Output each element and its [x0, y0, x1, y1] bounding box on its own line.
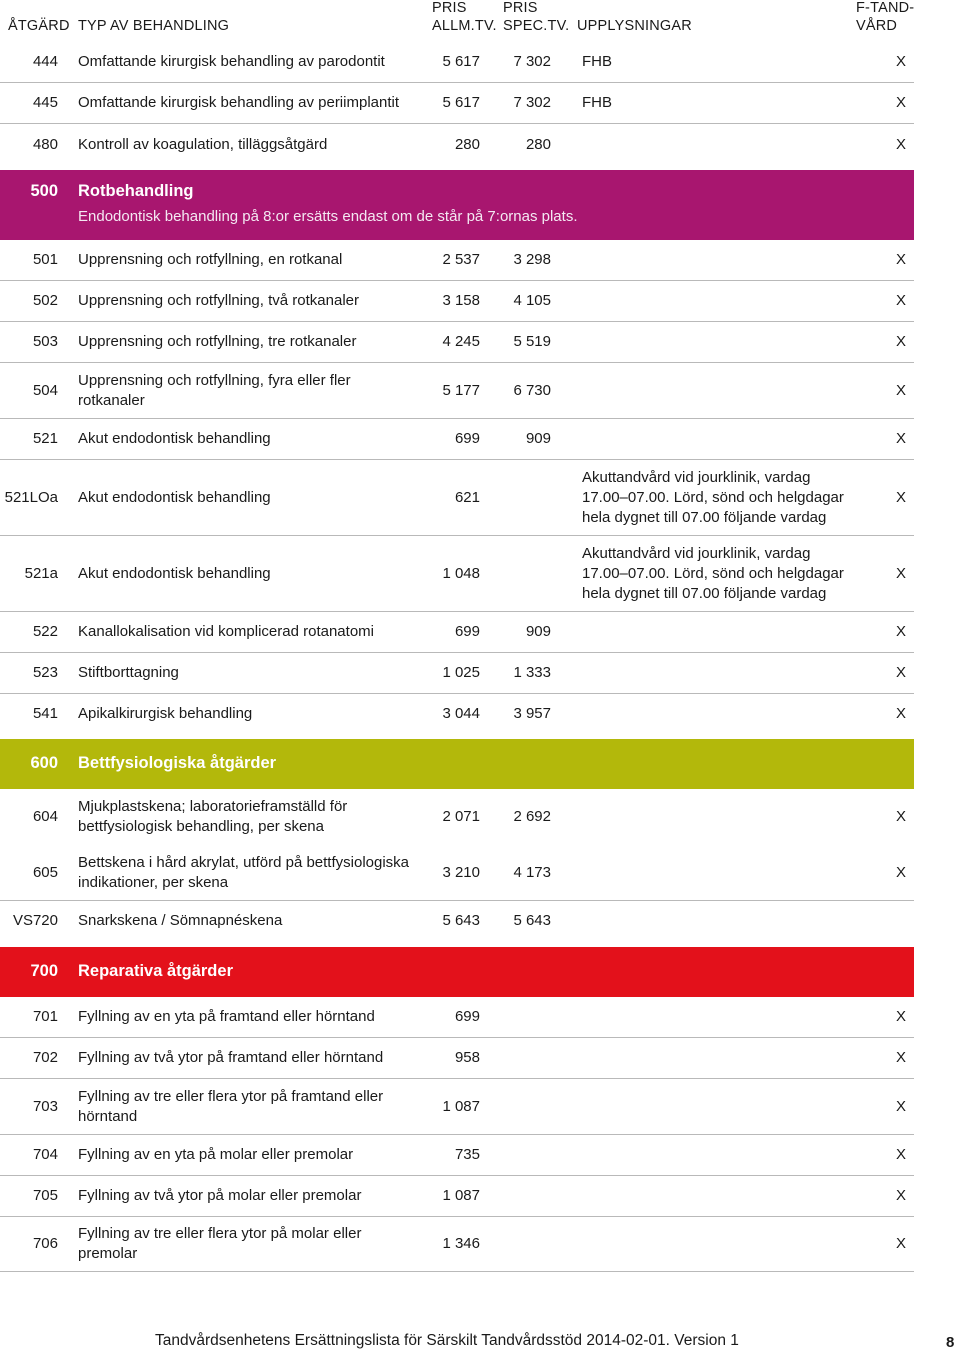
- row-price-allm: 699: [454, 430, 480, 447]
- row-price-allm: 5 643: [442, 912, 480, 929]
- table-row: [0, 1135, 914, 1176]
- table-row: [0, 901, 914, 941]
- row-info: [582, 694, 857, 734]
- section-header-rotbehandling: [0, 170, 914, 240]
- row-ftandvard: X: [895, 430, 906, 447]
- row-code: 701: [32, 1008, 58, 1025]
- row-price-allm: 699: [454, 623, 480, 640]
- table-row: [0, 1079, 914, 1135]
- row-description: Stiftborttagning: [78, 664, 179, 681]
- row-description: Fyllning av en yta på framtand eller hörntand: [78, 1008, 375, 1025]
- table-row: [0, 281, 914, 322]
- table-row: [0, 612, 914, 653]
- section-code: 600: [30, 754, 58, 772]
- row-ftandvard: X: [895, 292, 906, 309]
- row-price-spec: [492, 997, 551, 1037]
- row-info: [582, 1217, 857, 1271]
- row-code: 504: [32, 381, 58, 399]
- page-footer: Tandvårdsenhetens Ersättningslista för Särskilt Tandvårdsstöd 2014-02-01. Version 1: [155, 1332, 739, 1349]
- row-price-spec: [492, 1217, 551, 1271]
- table-row: [0, 536, 914, 612]
- row-price-allm: 5 617: [442, 53, 480, 70]
- row-description: Fyllning av två ytor på framtand eller hörntand: [78, 1049, 384, 1066]
- row-price-allm: 3 158: [442, 292, 480, 309]
- row-code: 541: [32, 705, 58, 722]
- row-code: 502: [32, 292, 58, 309]
- row-code: VS720: [12, 912, 58, 929]
- table-row: [0, 694, 914, 734]
- row-info: [582, 845, 857, 900]
- row-description: Snarkskena / Sömnapnéskena: [78, 912, 283, 929]
- row-code: 604: [32, 808, 58, 825]
- table-row: [0, 845, 914, 901]
- row-price-spec: 3 957: [513, 705, 551, 722]
- row-price-allm: 2 537: [442, 251, 480, 268]
- row-price-spec: [492, 460, 551, 535]
- row-code: 501: [32, 251, 58, 268]
- row-price-allm: 1 087: [442, 1187, 480, 1204]
- row-info: [582, 322, 857, 362]
- row-description: Apikalkirurgisk behandling: [78, 705, 253, 722]
- row-description: Upprensning och rotfyllning, tre rotkanaler: [78, 333, 357, 350]
- row-code: 706: [32, 1235, 58, 1252]
- row-info: [582, 997, 857, 1037]
- row-price-spec: 5 643: [513, 912, 551, 929]
- row-ftandvard: X: [895, 623, 906, 640]
- row-description: Fyllning av en yta på molar eller premolar: [78, 1146, 354, 1163]
- table-row: [0, 240, 914, 281]
- row-description: Mjukplastskena; laboratorieframställd för bettfysiologisk behandling, per skena: [78, 798, 348, 835]
- row-description: Upprensning och rotfyllning, fyra eller fler rotkanaler: [78, 371, 351, 409]
- row-description: Omfattande kirurgisk behandling av periimplantit: [78, 94, 399, 111]
- row-info: [582, 124, 857, 165]
- row-price-spec: 1 333: [513, 664, 551, 681]
- row-description: Upprensning och rotfyllning, två rotkanaler: [78, 292, 359, 309]
- row-description: Fyllning av tre eller flera ytor på molar eller premolar: [78, 1225, 362, 1262]
- row-code: 521: [32, 430, 58, 447]
- table-row: [0, 997, 914, 1038]
- row-description: Upprensning och rotfyllning, en rotkanal: [78, 251, 343, 268]
- row-ftandvard: X: [895, 863, 906, 881]
- row-price-spec: 5 519: [513, 333, 551, 350]
- row-price-spec: 909: [525, 430, 551, 447]
- row-description: Akut endodontisk behandling: [78, 564, 271, 582]
- row-code: 702: [32, 1049, 58, 1066]
- row-description: Akut endodontisk behandling: [78, 430, 271, 447]
- row-info: [582, 1135, 857, 1175]
- row-price-spec: 3 298: [513, 251, 551, 268]
- row-description: Omfattande kirurgisk behandling av parodontit: [78, 53, 385, 70]
- row-price-spec: 7 302: [513, 53, 551, 70]
- table-row: [0, 1217, 914, 1272]
- section-header-bettfysiologi: [0, 739, 914, 789]
- row-description: Kontroll av koagulation, tilläggsåtgärd: [78, 135, 328, 153]
- col-atgard: ÅTGÄRD: [8, 18, 70, 34]
- row-price-spec: [492, 1038, 551, 1078]
- row-info: [582, 789, 857, 845]
- row-price-spec: 4 173: [513, 863, 551, 881]
- row-price-spec: [492, 1079, 551, 1134]
- row-info: Akuttandvård vid jourklinik, vardag 17.00–07.00. Lörd, sönd och helgdagar hela dygnet till 07.00 följande vardag: [582, 544, 844, 602]
- table-row: [0, 653, 914, 694]
- row-info: FHB: [582, 53, 612, 70]
- col-ftand-2: VÅRD: [856, 18, 898, 34]
- row-ftandvard: X: [895, 664, 906, 681]
- row-info: Akuttandvård vid jourklinik, vardag 17.00–07.00. Lörd, sönd och helgdagar hela dygnet till 07.00 följande vardag: [582, 468, 844, 526]
- row-code: 522: [32, 623, 58, 640]
- row-info: [582, 653, 857, 693]
- row-ftandvard: X: [895, 1008, 906, 1025]
- col-pris-allm-2: ALLM.TV.: [432, 18, 497, 34]
- row-price-allm: 735: [454, 1146, 480, 1163]
- row-description: Kanallokalisation vid komplicerad rotanatomi: [78, 623, 374, 640]
- col-ftand-1: F-TAND-: [856, 0, 915, 16]
- row-code: 703: [32, 1097, 58, 1115]
- row-ftandvard: X: [895, 564, 906, 582]
- row-price-spec: [492, 1135, 551, 1175]
- row-info: [582, 901, 857, 941]
- row-price-spec: [492, 536, 551, 611]
- row-info: [582, 419, 857, 459]
- table-row: [0, 83, 914, 124]
- row-ftandvard: X: [895, 488, 906, 506]
- row-ftandvard: X: [895, 135, 906, 153]
- row-ftandvard: X: [895, 1235, 906, 1252]
- col-pris-allm-1: PRIS: [432, 0, 467, 16]
- row-info: [582, 1176, 857, 1216]
- table-header: [0, 0, 960, 42]
- table-row: [0, 789, 914, 845]
- col-upplysningar: UPPLYSNINGAR: [577, 18, 692, 34]
- row-ftandvard: X: [895, 94, 906, 111]
- row-price-spec: 7 302: [513, 94, 551, 111]
- col-pris-spec-2: SPEC.TV.: [503, 18, 570, 34]
- row-ftandvard: X: [895, 705, 906, 722]
- section-title: Reparativa åtgärder: [78, 962, 233, 980]
- table-row: [0, 419, 914, 460]
- row-description: Fyllning av tre eller flera ytor på framtand eller hörntand: [78, 1087, 384, 1125]
- row-ftandvard: X: [895, 1049, 906, 1066]
- row-info: [582, 240, 857, 280]
- row-price-allm: 1 087: [442, 1097, 480, 1115]
- row-code: 523: [32, 664, 58, 681]
- row-price-allm: 3 210: [442, 863, 480, 881]
- row-code: 444: [32, 53, 58, 70]
- row-code: 503: [32, 333, 58, 350]
- row-code: 521a: [24, 564, 58, 582]
- row-description: Fyllning av två ytor på molar eller premolar: [78, 1187, 362, 1204]
- row-ftandvard: X: [895, 1097, 906, 1115]
- row-price-spec: 2 692: [513, 808, 551, 825]
- table-row: [0, 124, 914, 165]
- section-note: Endodontisk behandling på 8:or ersätts endast om de står på 7:ornas plats.: [78, 208, 578, 225]
- row-code: 605: [32, 863, 58, 881]
- table-row: [0, 42, 914, 83]
- section-title: Bettfysiologiska åtgärder: [78, 754, 277, 772]
- row-info: [582, 363, 857, 418]
- section-title: Rotbehandling: [78, 182, 194, 200]
- row-code: 445: [32, 94, 58, 111]
- row-price-allm: 4 245: [442, 333, 480, 350]
- row-price-allm: 958: [454, 1049, 480, 1066]
- section-code: 700: [30, 962, 58, 980]
- row-price-allm: 5 617: [442, 94, 480, 111]
- row-info: [582, 1038, 857, 1078]
- row-price-spec: 6 730: [513, 381, 551, 399]
- section-header-reparativa: [0, 947, 914, 997]
- row-ftandvard: X: [895, 333, 906, 350]
- table-row: [0, 322, 914, 363]
- row-info: [582, 281, 857, 321]
- row-ftandvard: X: [895, 251, 906, 268]
- row-price-spec: 909: [525, 623, 551, 640]
- row-price-allm: 1 048: [442, 564, 480, 582]
- row-ftandvard: X: [895, 381, 906, 399]
- row-info: [582, 612, 857, 652]
- row-ftandvard: [880, 901, 906, 941]
- row-code: 705: [32, 1187, 58, 1204]
- row-price-allm: 5 177: [442, 381, 480, 399]
- row-description: Akut endodontisk behandling: [78, 488, 271, 506]
- row-code: 704: [32, 1146, 58, 1163]
- row-price-allm: 2 071: [442, 808, 480, 825]
- table-row: [0, 363, 914, 419]
- row-price-allm: 3 044: [442, 705, 480, 722]
- page-number: 8: [946, 1334, 955, 1351]
- table-row: [0, 1038, 914, 1079]
- row-price-allm: 1 346: [442, 1235, 480, 1252]
- row-ftandvard: X: [895, 1187, 906, 1204]
- row-code: 480: [32, 135, 58, 153]
- row-code: 521LOa: [4, 488, 58, 506]
- col-pris-spec-1: PRIS: [503, 0, 538, 16]
- row-price-spec: 280: [525, 135, 551, 153]
- row-ftandvard: X: [895, 808, 906, 825]
- row-price-allm: 621: [454, 488, 480, 506]
- row-price-spec: [492, 1176, 551, 1216]
- table-row: [0, 1176, 914, 1217]
- section-code: 500: [30, 182, 58, 200]
- row-price-allm: 1 025: [442, 664, 480, 681]
- row-price-spec: 4 105: [513, 292, 551, 309]
- row-ftandvard: X: [895, 1146, 906, 1163]
- row-ftandvard: X: [895, 53, 906, 70]
- row-info: FHB: [582, 94, 612, 111]
- table-row: [0, 460, 914, 536]
- row-description: Bettskena i hård akrylat, utförd på bettfysiologiska indikationer, per skena: [78, 853, 410, 891]
- row-price-allm: 699: [454, 1008, 480, 1025]
- row-price-allm: 280: [454, 135, 480, 153]
- col-typ: TYP AV BEHANDLING: [78, 18, 230, 34]
- row-info: [582, 1079, 857, 1134]
